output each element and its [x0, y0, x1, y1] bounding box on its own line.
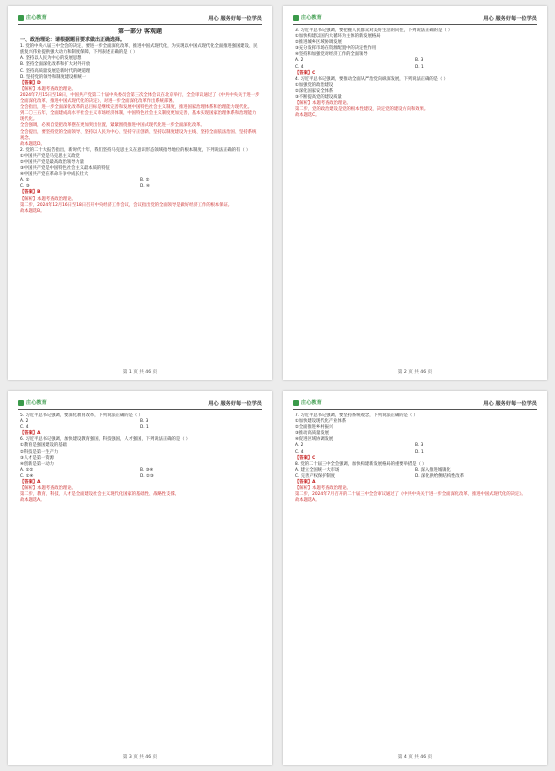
- question-1-explanation-line: 全会指出，进一步全面深化改革的总目标是继续完善和发展中国特色社会主义制度，推进国家治理体系和治理能力现代化。: [20, 105, 253, 111]
- question-5-options: [20, 425, 260, 431]
- question-3-answer: 【答案】C: [295, 70, 316, 76]
- option-b: B. 3: [140, 419, 149, 425]
- question-6-explanation-line: 故本题选A。: [20, 498, 45, 504]
- question-8: 8. 党的二十届三中全会强调，加快构建新发展格局的重要举措是（ ）: [295, 461, 427, 467]
- question-1-explanation-line: 故本题选D。: [20, 141, 45, 147]
- section-heading: 一、政治理论：请根据题目要求做出正确选择。: [20, 37, 126, 44]
- option-a: A. 建立全国统一大市场: [295, 467, 340, 473]
- question-8-options: [295, 474, 535, 480]
- question-3-item: ③充分发挥市场在资源配置中的决定性作用: [295, 46, 377, 52]
- part-title: 第一部分 客观题: [117, 28, 163, 35]
- question-6-options: [20, 474, 260, 480]
- page-header: [18, 12, 262, 25]
- question-6-item: ②科技是第一生产力: [20, 449, 59, 455]
- question-7-item: ③推动高质量发展: [295, 431, 329, 437]
- question-1-explanation-line: 到二〇三五年，全面建成高水平社会主义市场经济体制，中国特色社会主义制度更加完善，基本实现国家治理体系和治理能力现代化。: [20, 111, 257, 123]
- document-page-3: [8, 391, 272, 765]
- option-b: B. ②: [140, 178, 150, 184]
- question-3-options: [295, 65, 535, 71]
- question-4: 4. 习近平总书记强调，要推动全面从严治党向纵深发展，下列说法正确的是（ ）: [295, 76, 448, 82]
- option-b: B. 深入推进城镇化: [415, 467, 451, 473]
- question-6-explanation-line: 第二步，教育、科技、人才是全面建设社会主义现代化国家的基础性、战略性支撑。: [20, 492, 179, 498]
- question-5-answer: 【答案】A: [20, 431, 41, 437]
- option-c: C. 4: [295, 64, 304, 70]
- question-1-option-b: B. 坚持全面深化改革和扩大对外开放: [20, 62, 91, 68]
- header-slogan: 用心 服务好每一位学员: [208, 16, 262, 22]
- question-2-explanation-line: 【解析】本题考查政治理论。: [20, 196, 76, 202]
- brand-logo: 庄心教育: [18, 399, 47, 406]
- question-5: 5. 习近平总书记强调，要深化教育改革，下列说法正确的是（ ）: [20, 413, 143, 418]
- header-slogan: 用心 服务好每一位学员: [483, 16, 537, 22]
- question-6: 6. 习近平总书记强调，加快建设教育强国，科技强国，人才强国，下列说法正确的是（ ）: [20, 437, 191, 443]
- brand-logo: 庄心教育: [18, 14, 47, 21]
- question-1-explanation-line: 【解析】本题考查政治理论。: [20, 86, 76, 92]
- header-slogan: 用心 服务好每一位学员: [208, 401, 262, 407]
- question-2-answer: 【答案】B: [20, 190, 41, 196]
- logo-icon: [293, 15, 299, 21]
- page-footer: 第 4 页 共 46 页: [397, 755, 433, 760]
- option-a: A. 2: [295, 443, 304, 449]
- logo-icon: [18, 15, 24, 21]
- brand-logo: 庄心教育: [293, 399, 322, 406]
- document-page-2: [283, 6, 547, 380]
- question-6-explanation-line: 【解析】本题考查政治理论。: [20, 486, 76, 492]
- question-4-explanation-line: 【解析】本题考查政治理论。: [295, 101, 351, 107]
- question-2-item: ②中国共产党是最高政治领导力量: [20, 159, 85, 165]
- question-7-item: ②全面推进乡村振兴: [295, 425, 334, 431]
- option-b: B. 3: [415, 443, 424, 449]
- option-d: D. 深化供给侧结构性改革: [415, 473, 465, 479]
- question-6-item: ④创新是第一动力: [20, 461, 54, 467]
- question-1-option-d: D. 坚持党的领导和制度建设相统一: [20, 74, 87, 80]
- page-header: [293, 12, 537, 25]
- question-1-answer: 【答案】D: [20, 80, 41, 86]
- question-2-item: ③中国共产党是中国特色社会主义最本质的特征: [20, 166, 110, 172]
- option-b: B. 3: [415, 58, 424, 64]
- question-3-item: ①加快构建以国内大循环为主体的新发展格局: [295, 34, 381, 40]
- question-8-explanation-line: 故本题选A。: [295, 498, 320, 504]
- question-7-options: [295, 450, 535, 456]
- question-4-item: ②深化国家安全体系: [295, 88, 334, 94]
- question-2-item: ④中国共产党在革命斗争中成长壮大: [20, 172, 89, 178]
- question-1-explanation-line: 2024年7月15日至18日，中国共产党第二十届中央委员会第三次全体会议在北京举行，全会审议通过了《中共中央关于进一步全面深化改革、推进中国式现代化的决定》，对进一步全面深化改革作出系统部署。: [20, 92, 260, 105]
- option-a: A. ①: [20, 178, 30, 184]
- question-8-explanation-line: 【解析】本题考查政治理论。: [295, 486, 351, 492]
- option-c: C. 4: [295, 449, 304, 455]
- question-8-answer: 【答案】A: [295, 480, 316, 486]
- option-c: C. ①④: [20, 473, 34, 479]
- page-footer: 第 2 页 共 46 页: [397, 370, 433, 375]
- option-a: A. 2: [20, 419, 29, 425]
- question-1-option-c: C. 坚持高质量发展是新时代的硬道理: [20, 68, 91, 74]
- option-d: D. ④: [140, 184, 150, 190]
- document-page-1: [8, 6, 272, 380]
- page-header: [18, 397, 262, 410]
- question-7: 7. 习近平总书记强调，要坚持系统观念，下列说法正确的是（ ）: [295, 413, 418, 418]
- question-2-explanation-line: 故本题选B。: [20, 208, 45, 214]
- question-1: 1. 党的中央八届三中全会的决定，要进一步全面深化改革、推进中国式现代化，为实现以中国式现代化全面推进强国建设、民族复兴伟业提供强大动力和制度保障，下列表述正确的是（ ）: [20, 44, 258, 56]
- page-footer: 第 3 页 共 46 页: [122, 755, 158, 760]
- question-4-item: ③不断提高党的建设质量: [295, 95, 342, 101]
- question-6-item: ①教育是强国建设的基础: [20, 443, 67, 449]
- question-4-item: ①加强党的政治建设: [295, 82, 334, 88]
- option-d: D. ②③: [140, 473, 154, 479]
- logo-icon: [18, 400, 24, 406]
- question-3-item: ②推进城乡区域协调发展: [295, 40, 342, 46]
- question-3: 3. 习近平总书记强调，要把握人民群众对美好生活的向往，下列说法正确的是（ ）: [295, 28, 453, 33]
- question-2-options: [20, 184, 260, 190]
- question-3-item: ④坚持和加强党对经济工作的全面领导: [295, 52, 368, 58]
- option-d: D. 1: [415, 64, 424, 70]
- option-c: C. 4: [20, 425, 29, 431]
- document-page-4: [283, 391, 547, 765]
- question-8-explanation-line: 第二步，2024年7月召开的二十届三中全会审议通过了《中共中央关于进一步全面深化改革、推进中国式现代化的决定》。: [295, 492, 526, 498]
- option-a: A. 2: [295, 58, 304, 64]
- header-slogan: 用心 服务好每一位学员: [483, 401, 537, 407]
- question-1-option-a: A. 坚持以人民为中心的发展思想: [20, 56, 82, 62]
- page-footer: 第 1 页 共 46 页: [122, 370, 158, 375]
- question-4-explanation-line: 故本题选C。: [295, 113, 320, 119]
- option-d: D. 1: [415, 449, 424, 455]
- question-6-answer: 【答案】A: [20, 480, 41, 486]
- question-4-explanation-line: 第二步，党的政治建设是党的根本性建设，决定党的建设方向和效果。: [295, 107, 429, 113]
- option-d: D. 1: [140, 425, 149, 431]
- question-7-item: ④促进区域协调发展: [295, 437, 334, 443]
- question-1-explanation-line: 全会提出，要坚持党的全面领导、坚持以人民为中心、坚持守正创新、坚持以制度建设为主线、坚持全面依法治国、坚持系统观念。: [20, 129, 257, 141]
- brand-logo: 庄心教育: [293, 14, 322, 21]
- page-header: [293, 397, 537, 410]
- question-2-item: ①中国共产党是马克思主义政党: [20, 153, 80, 159]
- question-1-explanation-line: 全会强调，必须自觉把改革摆在更加突出位置，紧紧围绕推进中国式现代化进一步全面深化改革。: [20, 123, 205, 129]
- question-2-explanation-line: 第二步，2024年12月16日至18日召开中央经济工作会议，会议指出党的全面领导是做好经济工作的根本保证。: [20, 202, 233, 208]
- option-b: B. ③④: [140, 467, 154, 473]
- option-c: C. 完善产权保护制度: [295, 473, 336, 479]
- question-7-item: ①加快建设现代化产业体系: [295, 419, 347, 425]
- logo-icon: [293, 400, 299, 406]
- question-2: 2. 党的二十大报告指出，新时代十年，我们坚持马克思主义在意识形态领域指导地位的根本制度，下列说法正确的有（ ）: [20, 147, 251, 153]
- option-c: C. ③: [20, 184, 30, 190]
- question-6-item: ③人才是第一资源: [20, 455, 54, 461]
- option-a: A. ①②: [20, 467, 34, 473]
- question-7-answer: 【答案】C: [295, 455, 316, 461]
